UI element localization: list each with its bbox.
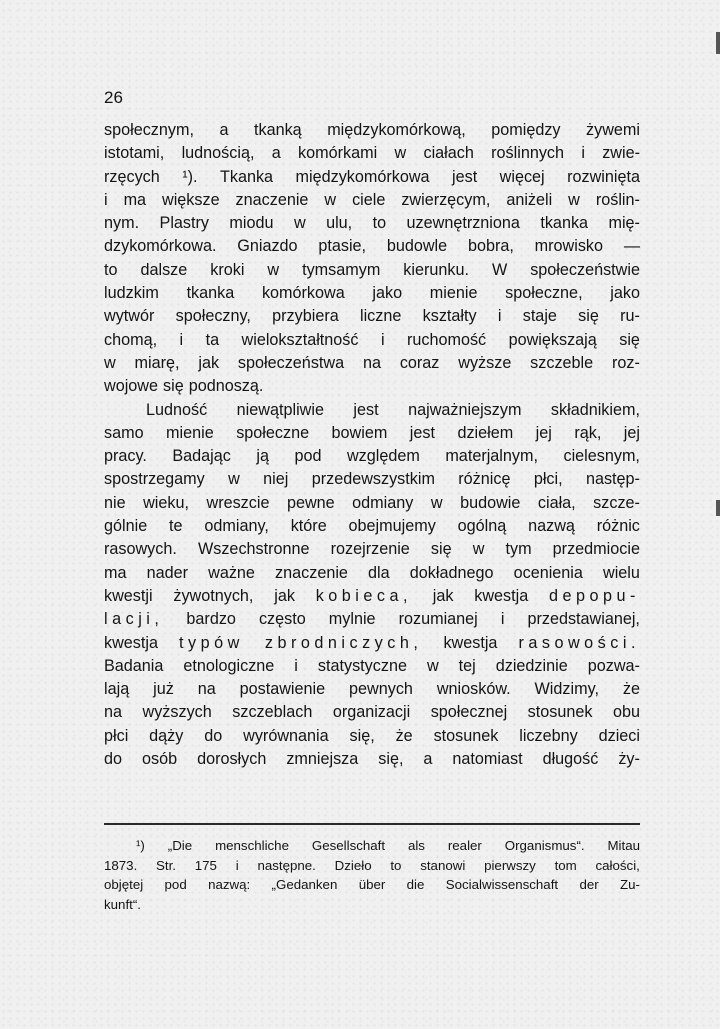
- text-line: spostrzegamy w niej przedewszystkim różnicę płci, następ-: [104, 470, 640, 489]
- emphasized-term: zbrodniczych,: [264, 633, 423, 652]
- text-line: społecznym, a tkanką międzykomórkową, pomiędzy żywemi: [104, 121, 640, 139]
- text-line: rzęcych ¹). Tkanka międzykomórkowa jest więcej rozwinięta: [104, 166, 640, 189]
- page-number: 26: [104, 88, 123, 107]
- text-line: wojowe się podnoszą.: [104, 377, 264, 396]
- text-line: pracy. Badając ją pod względem materjalnym, cielesnym,: [104, 447, 640, 466]
- footnote-divider: [104, 823, 640, 825]
- emphasized-term: kobieca,: [315, 586, 412, 605]
- text-line: nym. Plastry miodu w ulu, to uzewnętrzniona tkanka mię-: [104, 214, 640, 233]
- text-line: do osób dorosłych zmniejsza się, a natomiast długość ży-: [104, 750, 640, 769]
- text-line: w miarę, jak społeczeństwa na coraz wyższe szczeble roz-: [104, 353, 640, 372]
- text-line: ludzkim tkanka komórkowa jako mienie społeczne, jako: [104, 284, 640, 303]
- text-line: samo mienie społeczne bowiem jest dziełem jej rąk, jej: [104, 423, 640, 442]
- text-line: chomą, i ta wielokształtność i ruchomość powiększają się: [104, 330, 640, 349]
- text-line: rasowych. Wszechstronne rozejrzenie się w tym przedmiocie: [104, 540, 640, 559]
- page-edge-mark: [716, 32, 720, 54]
- text-line: płci dąży do wyrównania się, że stosunek liczebny dzieci: [104, 726, 640, 745]
- text-line: nie wieku, wreszcie pewne odmiany w budowie ciała, szcze-: [104, 493, 640, 512]
- text-line: na wyższych szczeblach organizacji społecznej stosunek obu: [104, 703, 640, 722]
- text-line: Ludność niewątpliwie jest najważniejszym składnikiem,: [146, 400, 640, 419]
- footnote-line: objętej pod nazwą: „Gedanken über die Socialwissenschaft der Zu-: [104, 877, 640, 892]
- text-line: to dalsze kroki w tymsamym kierunku. W społeczeństwie: [104, 260, 640, 279]
- text-line: dzykomórkowa. Gniazdo ptasie, budowle bobra, mrowisko —: [104, 237, 640, 256]
- text-line: wytwór społeczny, przybiera liczne kształty i staje się ru-: [104, 307, 640, 326]
- footnote-line: ¹) „Die menschliche Gesellschaft als realer Organismus“. Mitau: [104, 836, 640, 856]
- text-line: lają już na postawienie pewnych wniosków. Widzimy, że: [104, 680, 640, 699]
- text-line: kwestja typów zbrodniczych, kwestja rasowości.: [104, 632, 640, 655]
- emphasized-term: lacji,: [104, 610, 164, 629]
- emphasized-term: depopu-: [549, 586, 640, 605]
- text-line: lacji, bardzo często mylnie rozumianej i przedstawianej,: [104, 608, 640, 631]
- emphasized-term: typów: [179, 633, 244, 652]
- text-line: ma nader ważne znaczenie dla dokładnego ocenienia wielu: [104, 563, 640, 582]
- footnote-reference: ¹).: [182, 167, 198, 186]
- emphasized-term: rasowości.: [518, 633, 640, 652]
- footnote: [104, 836, 640, 914]
- text-line: gólnie te odmiany, które obejmujemy ogólną nazwą różnic: [104, 517, 640, 536]
- text-line: kwestji żywotnych, jak kobieca, jak kwestja depopu-: [104, 585, 640, 608]
- footnote-line: 1873. Str. 175 i następne. Dzieło to stanowi pierwszy tom całości,: [104, 857, 640, 873]
- text-line: istotami, ludnością, a komórkami w ciałach roślinnych i zwie-: [104, 144, 640, 163]
- footnote-marker: ¹): [136, 838, 145, 853]
- text-line: Badania etnologiczne i statystyczne w tej dziedzinie pozwa-: [104, 656, 640, 675]
- footnote-line: kunft“.: [104, 896, 141, 912]
- page-edge-mark: [716, 500, 720, 516]
- text-line: i ma większe znaczenie w ciele zwierzęcym, aniżeli w roślin-: [104, 190, 640, 209]
- body-text: [104, 119, 640, 771]
